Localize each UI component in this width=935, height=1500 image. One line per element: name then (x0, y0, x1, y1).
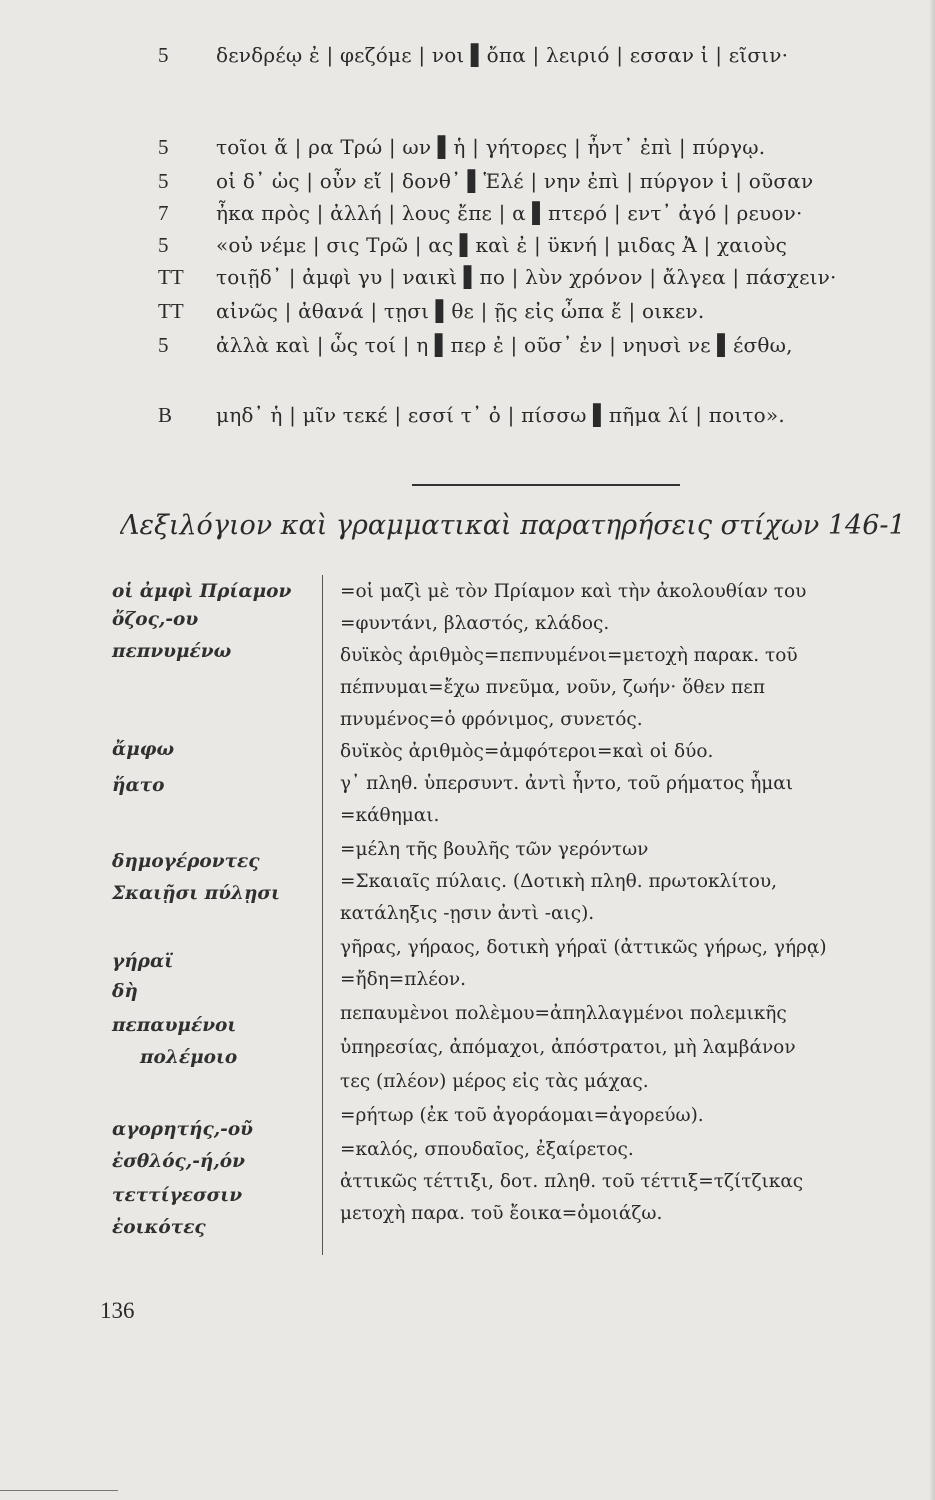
scansion-line (0, 330, 935, 360)
gloss-line: =ρήτωρ (ἐκ τοῦ ἀγοράομαι=ἀγορεύω). (340, 1105, 704, 1126)
gloss-line: πεπαυμὲνοι πολὲμου=ἀπηλλαγμένοι πολεμικῆς (340, 1003, 787, 1024)
vocab-term: γήραϊ (112, 951, 174, 972)
gloss-line: =κάθημαι. (340, 805, 440, 826)
scansion-line (0, 198, 935, 228)
bottom-rule (0, 1490, 118, 1491)
scansion-line (0, 40, 935, 70)
vocab-term: ἐσθλός,-ή,όν (112, 1151, 245, 1172)
verse-text: μηδ᾽ ἡ | μῖν τεκέ | εσσί τ᾽ ὀ | πίσσω ▌πῆμα λί | ποιτο». (216, 403, 785, 427)
vocab-term: πεπνυμένω (112, 641, 232, 662)
scansion-line (0, 296, 935, 326)
gloss-line: δυϊκὸς ἀριθμὸς=ἀμφότεροι=καὶ οἱ δύο. (340, 741, 714, 762)
vocab-term: οἱ ἀμφὶ Πρίαμον (112, 581, 292, 602)
meter-mark: 5 (158, 333, 169, 357)
page-edge-shadow (929, 0, 935, 1500)
gloss-line: γῆρας, γήραος, δοτικὴ γήραϊ (ἀττικῶς γήρως, γήρᾳ) (340, 937, 827, 958)
meter-mark: 5 (158, 135, 169, 159)
verse-text: οἱ δ᾽ ὡς | οὖν εἴ | δονθ᾽ ▌Ἑλέ | νην ἐπὶ | πύργον ἰ | οῦσαν (216, 169, 814, 193)
meter-mark: Β (158, 403, 173, 427)
vocab-term: δὴ (112, 981, 138, 1002)
vocab-term: ἐοικότες (112, 1217, 206, 1238)
gloss-line: δυϊκὸς ἀριθμὸς=πεπνυμένοι=μετοχὴ παρακ. τοῦ (340, 645, 798, 666)
meter-mark: 5 (158, 233, 169, 257)
scansion-line (0, 262, 935, 292)
vocab-term: Σκαιῇσι πύλῃσι (112, 883, 281, 904)
verse-text: τοῖοι ἄ | ρα Τρώ | ων ▌ἡ | γήτορες | ἦντ᾽ ἐπὶ | πύργῳ. (216, 135, 766, 159)
gloss-line: τες (πλέον) μέρος εἰς τὰς μάχας. (340, 1071, 649, 1092)
vocab-term: πεπαυμένοι (112, 1015, 237, 1036)
column-rule (322, 575, 323, 1255)
meter-mark: 5 (158, 169, 169, 193)
vocab-term: πολέμοιο (140, 1047, 238, 1068)
verse-text: τοιῇδ᾽ | ἀμφὶ γυ | ναικὶ ▌πο | λὺν χρόνον | ἄλγεα | πάσχειν· (216, 265, 837, 289)
gloss-line: =φυντάνι, βλαστός, κλάδος. (340, 613, 610, 634)
verse-text: δενδρέῳ ἐ | φεζόμε | νοι ▌ὄπα | λειριό | εσσαν ἱ | εῖσιν· (216, 43, 789, 67)
meter-mark: ΤΤ (158, 299, 184, 323)
gloss-line: =Σκαιαῖς πύλαις. (Δοτικὴ πληθ. πρωτοκλίτου, (340, 871, 778, 892)
gloss-line: =ἤδη=πλέον. (340, 969, 467, 990)
section-divider (412, 484, 680, 486)
gloss-line: ἀττικῶς τέττιξι, δοτ. πληθ. τοῦ τέττιξ=τζίτζικας (340, 1171, 804, 1192)
gloss-line: =οἱ μαζὶ μὲ τὸν Πρίαμον καὶ τὴν ἀκολουθίαν του (340, 581, 807, 602)
meter-mark: 7 (158, 201, 169, 225)
gloss-line: =μέλη τῆς βουλῆς τῶν γερόντων (340, 839, 649, 860)
vocab-term: δημογέροντες (112, 851, 260, 872)
vocab-term: ἄμφω (112, 739, 175, 760)
vocab-term: ἥατο (112, 775, 165, 796)
gloss-line: =καλός, σπουδαῖος, ἐξαίρετος. (340, 1139, 634, 1160)
scansion-line (0, 230, 935, 260)
gloss-line: πνυμένος=ὁ φρόνιμος, συνετός. (340, 709, 643, 730)
gloss-line: γ᾽ πληθ. ὑπερσυντ. ἀντὶ ἧντο, τοῦ ρήματος ἧμαι (340, 773, 794, 794)
meter-mark: 5 (158, 43, 169, 67)
meter-mark: ΤΤ (158, 265, 184, 289)
vocab-term: ὄζος,-ου (112, 609, 199, 630)
verse-text: αἰνῶς | ἀθανά | τῃσι ▌θε | ῇς εἰς ὦπα ἔ | οικεν. (216, 299, 705, 323)
gloss-line: κατάληξις -ῃσιν ἀντὶ -αις). (340, 903, 595, 924)
verse-text: ἦκα πρὸς | ἀλλή | λους ἔπε | α ▌πτερό | εντ᾽ ἀγό | ρευον· (216, 201, 803, 225)
gloss-line: πέπνυμαι=ἔχω πνεῦμα, νοῦν, ζωήν· ὅθεν πεπ (340, 677, 766, 698)
gloss-line: ὑπηρεσίας, ἀπόμαχοι, ἀπόστρατοι, μὴ λαμβάνον (340, 1037, 796, 1058)
verse-text: ἀλλὰ καὶ | ὧς τοί | η ▌περ ἐ | οῦσ᾽ ἐν | νηυσὶ νε ▌έσθω, (216, 333, 793, 357)
page-number: 136 (100, 1298, 135, 1323)
section-title: Λεξιλόγιον καὶ γραμματικαὶ παρατηρήσεις στίχων 146-1 (120, 510, 906, 541)
verse-text: «οὐ νέμε | σις Τρῶ | ας ▌καὶ ἐ | ϋκνή | μιδας Ἀ | χαιοὺς (216, 233, 788, 257)
scansion-line (0, 132, 935, 162)
scansion-line (0, 400, 935, 430)
vocab-term: τεττίγεσσιν (112, 1185, 243, 1206)
scansion-line (0, 166, 935, 196)
gloss-line: μετοχὴ παρα. τοῦ ἔοικα=ὁμοιάζω. (340, 1203, 663, 1224)
vocab-term: αγορητής,-οῦ (112, 1119, 253, 1140)
